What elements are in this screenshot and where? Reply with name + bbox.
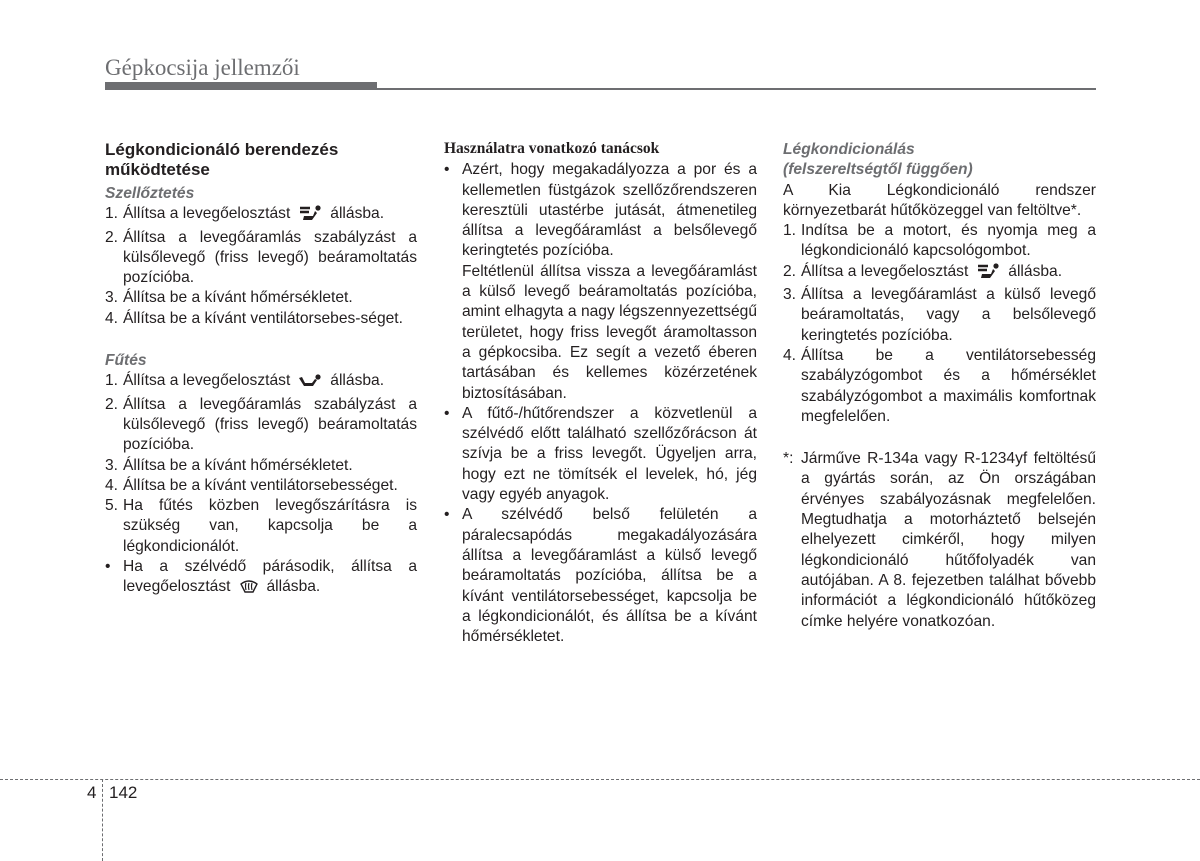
step-text: állásba. [266,578,321,596]
list-item [783,221,1096,262]
footnote-mark: *: [783,450,794,468]
step-number: 5. [105,497,119,515]
subheading-heating: Fűtés [105,352,147,370]
bullet: • [105,558,111,576]
step-number: 1. [783,222,797,240]
step-text: Állítsa be a kívánt ventilátorsebes-séget. [123,309,403,327]
list-item [105,456,417,476]
step-number: 3. [783,286,797,304]
list-item [783,285,1096,346]
step-number: 4. [783,346,797,364]
header-rule [377,88,1096,90]
list-item [105,496,417,557]
step-number: 3. [105,456,119,474]
list-item [105,204,417,227]
footer-rule [0,779,1200,780]
footer-divider [102,779,103,861]
step-text: Ha a szélvédő párásodik, állítsa a levegőelosztást [123,558,417,596]
step-text: Állítsa a levegőáramlás szabályzást a külsőlevegő (friss levegő) beáramoltatás pozícióba. [123,395,417,454]
ac-heading [783,140,1096,181]
page-number: 142 [109,783,138,802]
footnote-item [783,449,1096,632]
face-vent-icon [298,205,322,227]
header-bar [105,82,377,90]
step-text: állásba. [330,372,385,390]
step-text: Állítsa a levegőáramlást a külső levegő beáramoltatás, vagy a belsőlevegő keringtetés pozícióba. [801,286,1096,344]
list-item [444,160,757,404]
step-text: állásba. [330,205,385,223]
list-item [105,309,417,329]
step-text: Állítsa a levegőelosztást [801,262,969,280]
list-item [105,395,417,456]
step-text: Állítsa be a ventilátorsebesség szabályzógombot és a hőmérséklet szabályzógombot a maximális komfortnak megfelelően. [801,346,1096,425]
bullet: • [444,506,450,524]
section-heading: Légkondicionáló berendezés működtetése [105,140,339,179]
list-item [444,404,757,505]
step-text: Állítsa be a kívánt hőmérsékletet. [123,289,353,307]
heating-steps [105,371,417,600]
subheading-ventilation: Szellőztetés [105,185,195,202]
step-number: 1. [105,372,119,390]
step-text: Indítsa be a motort, és nyomja meg a légkondicionáló kapcsológombot. [801,222,1096,260]
tip-text: Azért, hogy megakadályozza a por és a kellemetlen füstgázok szellőzőrendszeren keresztüli utastérbe jutását, átmenetileg állítsa a levegőáramlást a belsőlevegő keringtetés pozícióba. [462,161,757,260]
list-item [444,505,757,647]
list-item [783,262,1096,285]
step-text: Állítsa a levegőelosztást [123,205,291,223]
footnote [783,449,1096,632]
chapter-number: 4 [87,783,97,802]
ac-steps [783,221,1096,427]
step-number: 2. [105,395,119,413]
column-1 [105,138,417,601]
defrost-icon [239,578,259,600]
step-number: 4. [105,309,119,327]
list-item [105,557,417,601]
ac-heading-line1: Légkondicionálás [783,141,915,158]
step-number: 3. [105,289,119,307]
step-text: Állítsa be a kívánt hőmérsékletet. [123,456,353,474]
tip-text: A szélvédő belső felületén a páralecsapódás megakadályozására állítsa a levegőáramlást a külső levegő beáramoltatás pozícióba, állítsa be a kívánt ventilátorsebességet, kapcsolja be a légkondicionálót, és állítsa be a kívánt hőmérsékletet. [462,506,757,646]
step-text: Ha fűtés közben levegőszárításra is szükség van, kapcsolja be a légkondicionálót. [123,497,417,555]
list-item [105,228,417,289]
step-number: 2. [783,262,797,280]
step-number: 1. [105,205,119,223]
bullet: • [444,161,450,179]
column-2 [444,138,757,647]
list-item [105,371,417,394]
step-text: Állítsa a levegőelosztást [123,372,291,390]
step-text: Állítsa be a kívánt ventilátorsebességet. [123,476,398,494]
list-item [105,288,417,308]
tip-extra-text: Feltétlenül állítsa vissza a levegőáramlást a külső levegő beáramoltatás pozícióba, amint elhagyta a nagy légszennyezettségű területet, hogy friss levegőt áramoltasson a gépkocsiba. Ez segít a vezető éberen tartásában és kellemes közérzetének biztosításában. [462,262,757,402]
column-3 [783,138,1096,632]
face-vent-icon [976,263,1000,285]
tip-text: A fűtő-/hűtőrendszer a közvetlenül a szélvédő előtt található szellőzőrácson át szívja be a friss levegőt. Ügyeljen arra, hogy ezt ne tömítsék el levelek, hó, jég vagy egyéb anyagok. [462,404,757,504]
step-text: Állítsa a levegőáramlás szabályzást a külsőlevegő (friss levegő) beáramoltatás pozícióba. [123,228,417,287]
page-header-title: Gépkocsija jellemzői [105,55,300,80]
footnote-text: Járműve R-134a vagy R-1234yf feltöltésű a gyártás során, az Ön országában érvényes szabályozásnak megfelelően. Megtudhatja a motorháztető belsején elhelyezett cimkéről, hogy milyen légkondicionáló hűtőfolyadék van autójában. A 8. fejezetben találhat bővebb információt a légkondicionáló hűtőközeg címke helyére vonatkozóan. [801,450,1096,630]
tips-heading: Használatra vonatkozó tanácsok [444,140,660,157]
floor-vent-icon [298,374,322,394]
tips-list [444,160,757,647]
ventilation-steps [105,204,417,329]
step-text: állásba. [1008,262,1063,280]
ac-intro: A Kia Légkondicionáló rendszer környezetbarát hűtőközeggel van feltöltve*. [783,181,1096,219]
bullet: • [444,404,450,422]
ac-heading-line2: (felszereltségtől függően) [783,161,973,179]
list-item [105,476,417,496]
list-item [783,346,1096,427]
step-number: 4. [105,476,119,494]
step-number: 2. [105,228,119,246]
